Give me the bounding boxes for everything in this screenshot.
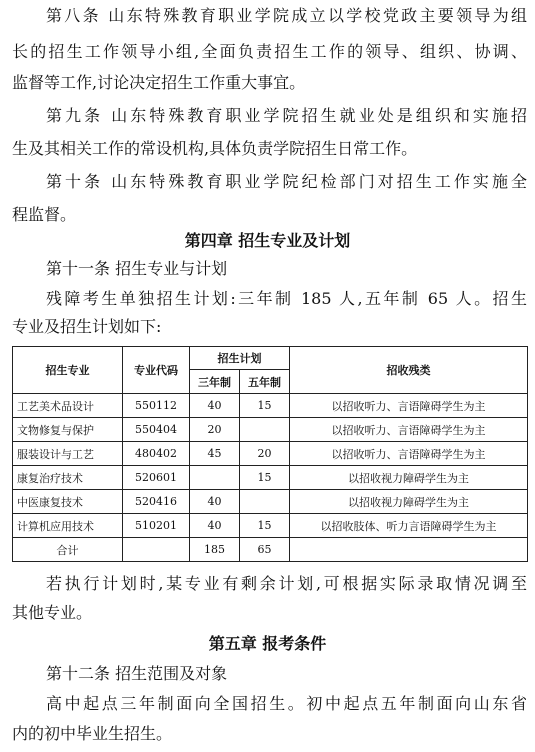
article10-line1: 第十条 山东特殊教育职业学院纪检部门对招生工作实施全 (46, 172, 527, 191)
cell-disability: 以招收视力障碍学生为主 (290, 466, 528, 490)
cell-total-three-year: 185 (190, 538, 240, 562)
cell-major: 服装设计与工艺 (13, 442, 123, 466)
chapter5-title: 第五章 报考条件 (208, 634, 327, 653)
cell-major: 工艺美术品设计 (13, 394, 123, 418)
article9-line2: 生及其相关工作的常设机构,具体负责学院招生日常工作。 (12, 139, 418, 158)
cell-five-year: 20 (240, 442, 290, 466)
article8-line3: 监督等工作,讨论决定招生工作重大事宜。 (12, 73, 306, 92)
chapter4-title: 第四章 招生专业及计划 (184, 231, 351, 250)
article8-line1: 第八条 山东特殊教育职业学院成立以学校党政主要领导为组 (46, 6, 527, 25)
header-five-year: 五年制 (240, 370, 290, 394)
header-disability: 招收残类 (290, 347, 528, 394)
plan-line1: 残障考生单独招生计划:三年制 185 人,五年制 65 人。招生 (46, 289, 527, 308)
cell-major: 中医康复技术 (13, 490, 123, 514)
cell-five-year: 15 (240, 466, 290, 490)
article10-line2: 程监督。 (12, 205, 77, 224)
cell-major: 计算机应用技术 (13, 514, 123, 538)
header-major: 招生专业 (13, 347, 123, 394)
cell-disability: 以招收肢体、听力言语障碍学生为主 (290, 514, 528, 538)
cell-three-year: 45 (190, 442, 240, 466)
table-row (13, 442, 528, 466)
cell-disability: 以招收听力、言语障碍学生为主 (290, 394, 528, 418)
table-header-row (13, 347, 528, 370)
cell-code: 550404 (123, 418, 190, 442)
cell-major: 文物修复与保护 (13, 418, 123, 442)
cell-total-five-year: 65 (240, 538, 290, 562)
cell-disability: 以招收视力障碍学生为主 (290, 490, 528, 514)
cell-total-label: 合计 (13, 538, 123, 562)
cell-major: 康复治疗技术 (13, 466, 123, 490)
table-row (13, 514, 528, 538)
header-plan: 招生计划 (190, 347, 290, 370)
cell-code: 520416 (123, 490, 190, 514)
cell-code: 550112 (123, 394, 190, 418)
article9-line1: 第九条 山东特殊教育职业学院招生就业处是组织和实施招 (46, 106, 527, 125)
cell-five-year (240, 418, 290, 442)
after-table-line2: 其他专业。 (12, 603, 93, 622)
header-code: 专业代码 (123, 347, 190, 394)
cell-three-year: 40 (190, 394, 240, 418)
cell-total-code (123, 538, 190, 562)
scope-line1: 高中起点三年制面向全国招生。初中起点五年制面向山东省 (46, 694, 527, 713)
cell-three-year: 40 (190, 514, 240, 538)
cell-three-year: 40 (190, 490, 240, 514)
table-row (13, 394, 528, 418)
table-row (13, 490, 528, 514)
enrollment-plan-table (12, 346, 528, 562)
cell-disability: 以招收听力、言语障碍学生为主 (290, 418, 528, 442)
cell-three-year (190, 466, 240, 490)
article12-title: 第十二条 招生范围及对象 (46, 664, 228, 683)
scope-line2: 内的初中毕业生招生。 (12, 724, 173, 743)
cell-five-year: 15 (240, 394, 290, 418)
cell-five-year: 15 (240, 514, 290, 538)
cell-code: 480402 (123, 442, 190, 466)
cell-five-year (240, 490, 290, 514)
cell-code: 520601 (123, 466, 190, 490)
cell-total-disability (290, 538, 528, 562)
header-three-year: 三年制 (190, 370, 240, 394)
article8-line2: 长的招生工作领导小组,全面负责招生工作的领导、组织、协调、 (12, 42, 527, 61)
article11-title: 第十一条 招生专业与计划 (46, 259, 228, 278)
cell-code: 510201 (123, 514, 190, 538)
table-row (13, 466, 528, 490)
plan-line2: 专业及招生计划如下: (12, 317, 162, 336)
table-row (13, 418, 528, 442)
cell-three-year: 20 (190, 418, 240, 442)
cell-disability: 以招收听力、言语障碍学生为主 (290, 442, 528, 466)
table-total-row (13, 538, 528, 562)
after-table-line1: 若执行计划时,某专业有剩余计划,可根据实际录取情况调至 (46, 574, 527, 593)
